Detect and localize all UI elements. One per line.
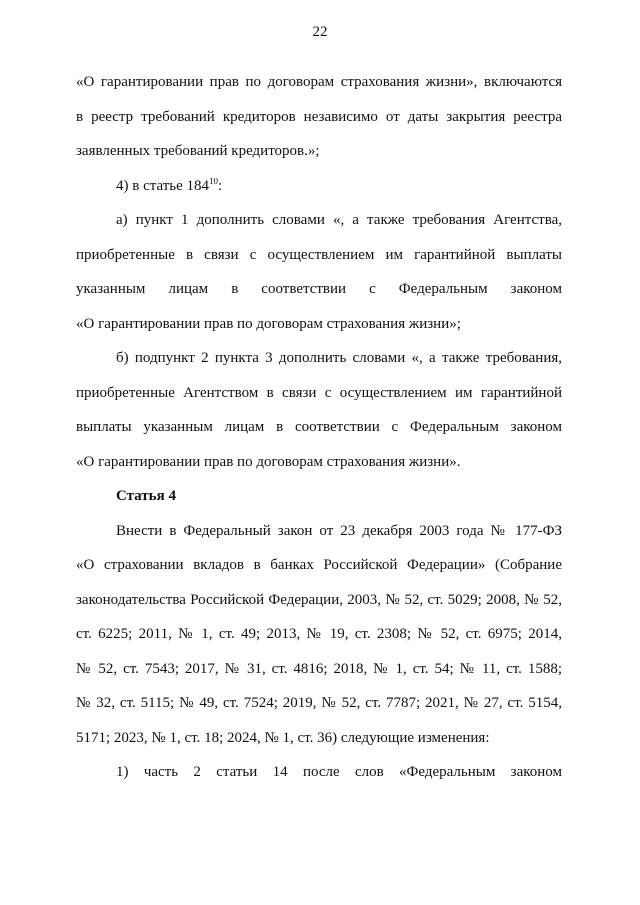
- text-line: «О гарантировании прав по договорам страхования жизни»;: [76, 315, 461, 332]
- text-line: приобретенные Агентством в связи с осуществлением им гарантийной: [76, 384, 562, 401]
- text-line: законодательства Российской Федерации, 2003, № 52, ст. 5029; 2008, № 52,: [76, 591, 562, 608]
- text-line: 1) часть 2 статьи 14 после слов «Федеральным законом: [116, 764, 562, 780]
- text-line: «О страховании вкладов в банках Российской Федерации» (Собрание: [76, 557, 562, 573]
- article-heading: Статья 4: [116, 488, 176, 504]
- text-line: заявленных требований кредиторов.»;: [76, 143, 320, 159]
- text-line-suffix: :: [218, 177, 223, 194]
- page-number: 22: [312, 24, 328, 40]
- text-line: а) пункт 1 дополнить словами «, а также требования Агентства,: [116, 212, 562, 228]
- text-line: «О гарантировании прав по договорам страхования жизни».: [76, 453, 461, 470]
- text-line: Внести в Федеральный закон от 23 декабря 2003 года № 177-ФЗ: [116, 522, 562, 539]
- document-body: [76, 74, 562, 799]
- text-line: «О гарантировании прав по договорам страхования жизни», включаются: [76, 74, 562, 90]
- text-line: приобретенные в связи с осуществлением им гарантийной выплаты: [76, 246, 562, 263]
- text-line: ст. 6225; 2011, № 1, ст. 49; 2013, № 19, ст. 2308; № 52, ст. 6975; 2014,: [76, 626, 562, 642]
- list-item-4: [76, 178, 562, 213]
- text-line: в реестр требований кредиторов независимо от даты закрытия реестра: [76, 108, 562, 125]
- text-line: указанным лицам в соответствии с Федеральным законом: [76, 281, 562, 297]
- article-superscript: 10: [209, 177, 219, 186]
- text-line: выплаты указанным лицам в соответствии с Федеральным законом: [76, 419, 562, 435]
- text-line: № 32, ст. 5115; № 49, ст. 7524; 2019, № 52, ст. 7787; 2021, № 27, ст. 5154,: [76, 695, 562, 711]
- text-line: № 52, ст. 7543; 2017, № 31, ст. 4816; 2018, № 1, ст. 54; № 11, ст. 1588;: [76, 660, 562, 677]
- text-line: 4) в статье 184: [116, 177, 210, 194]
- text-line: б) подпункт 2 пункта 3 дополнить словами «, а также требования,: [116, 350, 562, 366]
- text-line: 5171; 2023, № 1, ст. 18; 2024, № 1, ст. 36) следующие изменения:: [76, 729, 490, 746]
